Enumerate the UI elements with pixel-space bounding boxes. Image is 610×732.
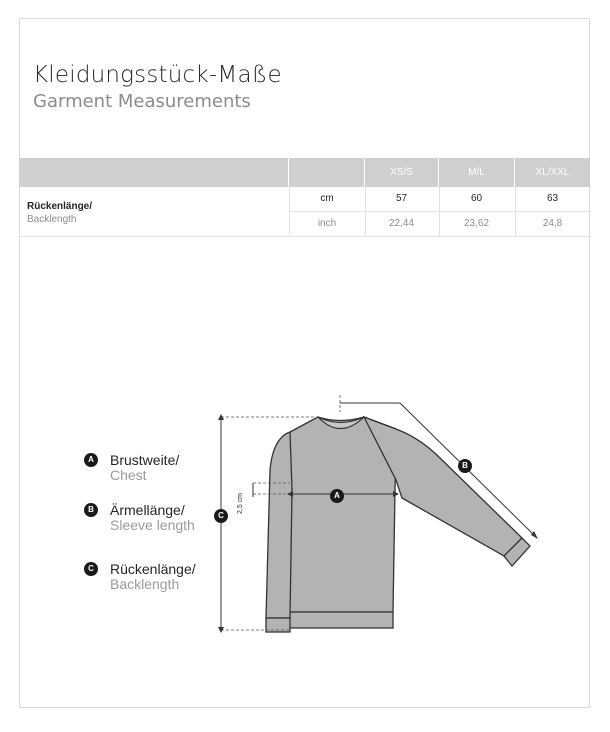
badge-b-icon: B — [84, 503, 98, 517]
row-label-backlength-en: Backlength — [27, 214, 77, 225]
page-subtitle: Garment Measurements — [33, 91, 251, 112]
cell-cm-xl-xxl: 63 — [546, 193, 559, 204]
badge-a-icon: A — [84, 453, 98, 467]
badge-b-icon: B — [458, 459, 472, 473]
badge-a-icon: A — [330, 489, 344, 503]
unit-cm: cm — [320, 193, 334, 204]
legend-label-de: Rückenlänge/ — [110, 561, 196, 577]
size-header-xl-xxl: XL/XXL — [535, 167, 570, 178]
unit-inch: inch — [317, 218, 337, 229]
legend-label-en: Backlength — [110, 576, 180, 592]
left-sleeve-icon — [266, 432, 292, 618]
legend-label-de: Ärmellänge/ — [110, 502, 185, 518]
badge-c-icon: C — [214, 509, 228, 523]
badge-c-icon: C — [84, 562, 98, 576]
cell-cm-xs-s: 57 — [395, 193, 408, 204]
cell-inch-xl-xxl: 24,8 — [542, 218, 563, 229]
row-label-backlength-de: Rückenlänge/ — [27, 201, 93, 212]
size-header-m-l: M/L — [468, 167, 485, 178]
legend-label-en: Chest — [110, 467, 147, 483]
hem-band-icon — [288, 612, 393, 628]
page-title: Kleidungsstück-Maße — [33, 62, 282, 88]
legend-label-de: Brustweite/ — [110, 452, 180, 468]
offset-measure-label: 2,5 cm — [237, 492, 244, 514]
cell-inch-xs-s: 22,44 — [388, 218, 415, 229]
legend-label-en: Sleeve length — [110, 517, 195, 533]
cell-inch-m-l: 23,62 — [463, 218, 490, 229]
cell-cm-m-l: 60 — [470, 193, 483, 204]
size-header-xs-s: XS/S — [390, 167, 413, 178]
